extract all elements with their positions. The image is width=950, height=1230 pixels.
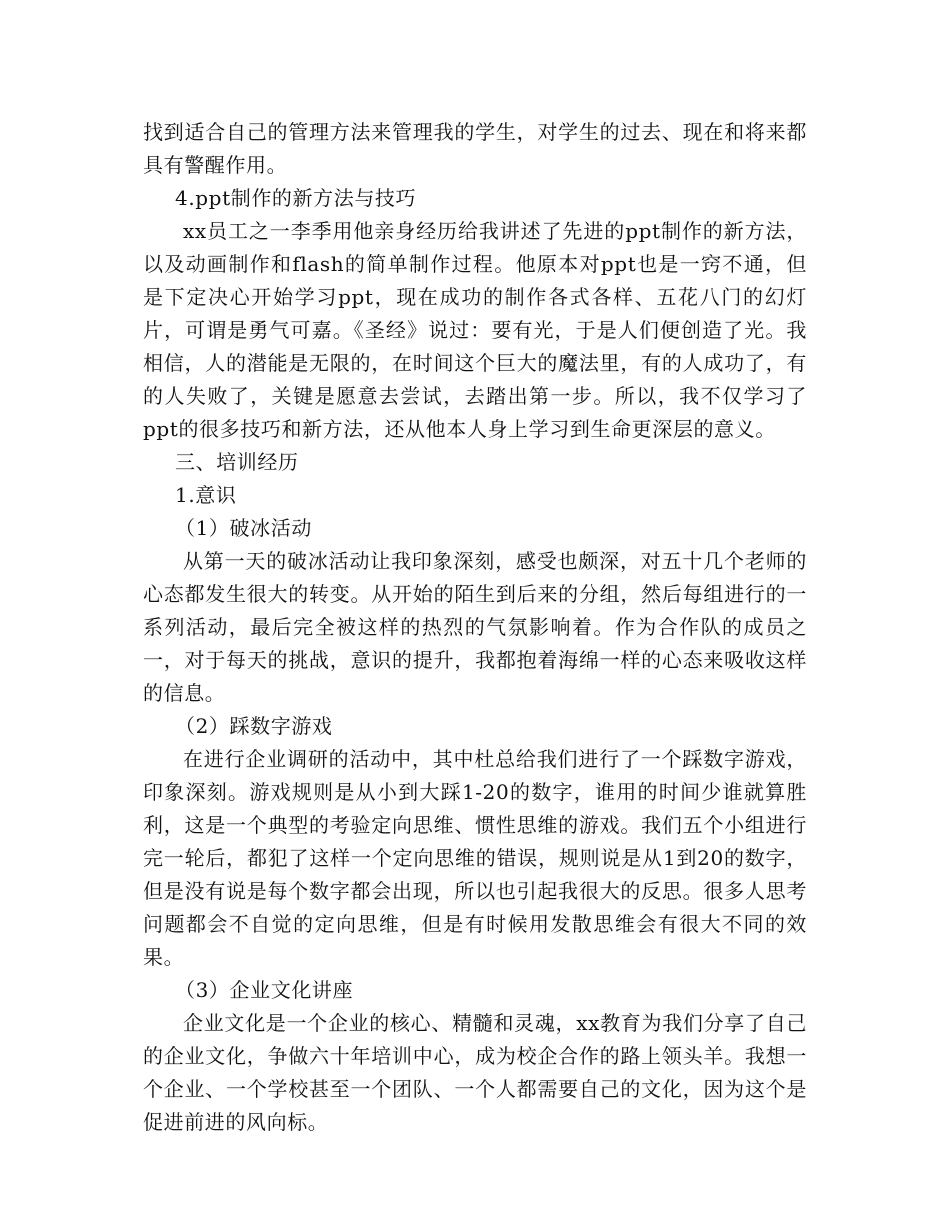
section-heading-awareness: 1.意识 <box>175 483 237 507</box>
subheading-icebreaker: （1）破冰活动 <box>175 516 312 540</box>
document-body <box>143 116 807 1139</box>
paragraph-continued: 找到适合自己的管理方法来管理我的学生，对学生的过去、现在和将来都具有警醒作用。 <box>143 120 807 177</box>
section-heading-ppt-methods: 4.ppt制作的新方法与技巧 <box>175 186 417 210</box>
section-heading-training-experience: 三、培训经历 <box>175 450 299 474</box>
subheading-number-game: （2）踩数字游戏 <box>175 714 333 738</box>
subheading-corporate-culture: （3）企业文化讲座 <box>175 978 354 1002</box>
paragraph-ppt-methods: xx员工之一李季用他亲身经历给我讲述了先进的ppt制作的新方法，以及动画制作和flash的简单制作过程。他原本对ppt也是一窍不通，但是下定决心开始学习ppt，现在成功的制作各式各样、五花八门的幻灯片，可谓是勇气可嘉。《圣经》说过：要有光，于是人们便创造了光。我相信，人的潜能是无限的，在时间这个巨大的魔法里，有的人成功了，有的人失败了，关键是愿意去尝试，去踏出第一步。所以，我不仅学习了ppt的很多技巧和新方法，还从他本人身上学习到生命更深层的意义。 <box>143 219 807 441</box>
paragraph-corporate-culture: 企业文化是一个企业的核心、精髓和灵魂，xx教育为我们分享了自己的企业文化，争做六十年培训中心，成为校企合作的路上领头羊。我想一个企业、一个学校甚至一个团队、一个人都需要自己的文化，因为这个是促进前进的风向标。 <box>143 1011 807 1134</box>
paragraph-number-game: 在进行企业调研的活动中，其中杜总给我们进行了一个踩数字游戏，印象深刻。游戏规则是从小到大踩1-20的数字，谁用的时间少谁就算胜利，这是一个典型的考验定向思维、惯性思维的游戏。我们五个小组进行完一轮后，都犯了这样一个定向思维的错误，规则说是从1到20的数字，但是没有说是每个数字都会出现，所以也引起我很大的反思。很多人思考问题都会不自觉的定向思维，但是有时候用发散思维会有很大不同的效果。 <box>143 747 807 969</box>
paragraph-icebreaker: 从第一天的破冰活动让我印象深刻，感受也颇深，对五十几个老师的心态都发生很大的转变。从开始的陌生到后来的分组，然后每组进行的一系列活动，最后完全被这样的热烈的气氛影响着。作为合作队的成员之一，对于每天的挑战，意识的提升，我都抱着海绵一样的心态来吸收这样的信息。 <box>143 549 807 705</box>
